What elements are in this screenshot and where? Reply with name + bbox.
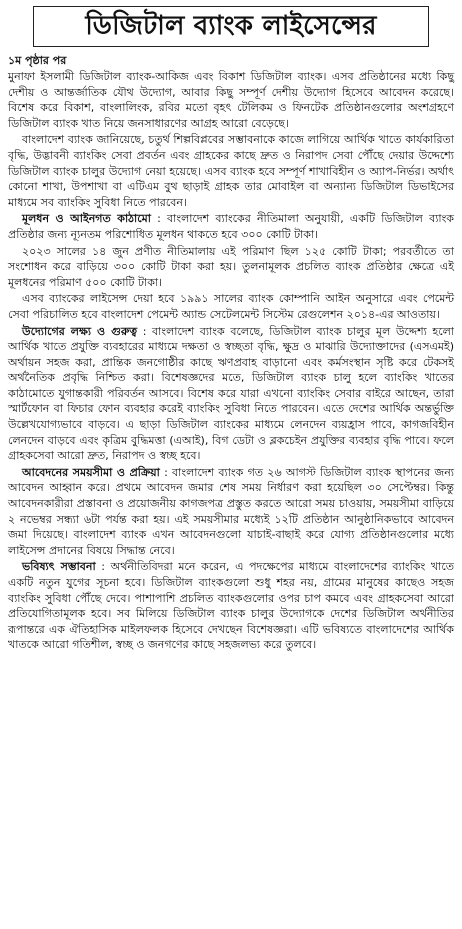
subheading: মূলধন ও আইনগত কাঠামো <box>22 212 151 226</box>
article-body <box>8 69 454 653</box>
paragraph-text: মুনাফা ইসলামী ডিজিটাল ব্যাংক-আকিজ এবং বিকাশ ডিজিটাল ব্যাংক। এসব প্রতিষ্ঠানের মধ্যে কিছু দেশীয় ও আন্তর্জাতিক যৌথ উদ্যোগ, আবার কিছু সম্পূর্ণ দেশীয় উদ্যোগ হিসেবে আবেদন করেছে। বিশেষ করে বিকাশ, বাংলালিংক, রবির মতো বৃহৎ টেলিকম ও ফিনটেক প্রতিষ্ঠানগুলোর অংশগ্রহণে ডিজিটাল ব্যাংক খাত নিয়ে জনসাধারণের আগ্রহ আরো বেড়েছে। <box>8 70 454 130</box>
paragraph-text: এসব ব্যাংকের লাইসেন্স দেয়া হবে ১৯৯১ সালের ব্যাংক কোম্পানি আইন অনুসারে এবং পেমেন্ট সেবা পরিচালিত হবে বাংলাদেশ পেমেন্ট অ্যান্ড সেটেলমেন্ট সিস্টেম রেগুলেশন ২০১৪-এর আওতায়। <box>8 292 454 321</box>
paragraph <box>8 211 454 242</box>
paragraph <box>8 69 454 131</box>
paragraph-text: : বাংলাদেশ ব্যাংক বলেছে, ডিজিটাল ব্যাংক চালুর মূল উদ্দেশ্য হলো আর্থিক খাতে প্রযুক্তি ব্যবহারের মাধ্যমে দক্ষতা ও স্বচ্ছতা বৃদ্ধি, ক্ষুদ্র ও মাঝারি উদ্যোক্তাদের (এসএমই) অর্থায়ন সহজ করা, প্রান্তিক জনগোষ্ঠীর কাছে ঋণপ্রবাহ বাড়ানো এবং কর্মসংস্থান সৃষ্টি করে টেকসই অর্থনৈতিক প্রবৃদ্ধি নিশ্চিত করা। বিশেষজ্ঞদের মতে, ডিজিটাল ব্যাংক চালু হলে ব্যাংকিং খাতের কাঠামোতে যুগান্তকারী পরিবর্তন আসবে। বিশেষ করে যারা এখনো ব্যাংকিং সেবার বাইরে আছেন, তারা স্মার্টফোন বা ফিচার ফোন ব্যবহার করেই ব্যাংকিং সুবিধা নিতে পারবেন। এতে দেশের আর্থিক অন্তর্ভুক্তি উল্লেখযোগ্যভাবে বাড়বে। এ ছাড়া ডিজিটাল ব্যাংকের মাধ্যমে লেনদেন ব্যয়হ্রাস পাবে, কাগজবিহীন লেনদেন বাড়বে এবং কৃত্রিম বুদ্ধিমত্তা (এআই), বিগ ডেটা ও ব্লকচেইন প্রযুক্তির ব্যবহার বৃদ্ধি পাবে। ফলে গ্রাহকসেবা আরো দ্রুত, নিরাপদ ও স্বচ্ছ হবে। <box>8 324 454 463</box>
paragraph-text: ২০২৩ সালের ১৪ জুন প্রণীত নীতিমালায় এই পরিমাণ ছিল ১২৫ কোটি টাকা; পরবর্তীতে তা সংশোধন করে বাড়িয়ে ৩০০ কোটি টাকা করা হয়। তুলনামূলক প্রচলিত ব্যাংক প্রতিষ্ঠার ক্ষেত্রে এই মূলধনের পরিমাণ ৫০০ কোটি টাকা। <box>8 244 454 289</box>
paragraph <box>8 132 454 210</box>
paragraph <box>8 324 454 464</box>
paragraph-text: বাংলাদেশ ব্যাংক জানিয়েছে, চতুর্থ শিল্পবিপ্লবের সম্ভাবনাকে কাজে লাগিয়ে আর্থিক খাতে কার্যকারিতা বৃদ্ধি, উদ্ভাবনী ব্যাংকিং সেবা প্রবর্তন এবং গ্রাহকের কাছে দ্রুত ও নিরাপদ সেবা পৌঁছে দেয়ার উদ্দেশ্যে ডিজিটাল ব্যাংক চালুর উদ্যোগ নেয়া হয়েছে। এসব ব্যাংক হবে সম্পূর্ণ শাখাবিহীন ও অ্যাপ-নির্ভর। অর্থাৎ কোনো শাখা, উপশাখা বা এটিএম বুথ ছাড়াই গ্রাহক তার মোবাইল বা অন্যান্য ডিজিটাল ডিভাইসের মাধ্যমে সব ব্যাংকিং সুবিধা নিতে পারবেন। <box>8 133 454 209</box>
headline-box <box>33 6 429 47</box>
subheading: ভবিষ্যৎ সম্ভাবনা <box>22 560 96 574</box>
subheading: উদ্যোগের লক্ষ্য ও গুরুত্ব <box>22 324 138 338</box>
paragraph <box>8 559 454 653</box>
subheading: আবেদনের সময়সীমা ও প্রক্রিয়া <box>22 465 160 479</box>
paragraph-text: : বাংলাদেশ ব্যাংক গত ২৬ আগস্ট ডিজিটাল ব্যাংক স্থাপনের জন্য আবেদন আহ্বান করে। প্রথমে আবেদন জমার শেষ সময় নির্ধারণ করা হয়েছিল ৩০ সেপ্টেম্বর। কিন্তু আবেদনকারীরা প্রস্তাবনা ও প্রয়োজনীয় কাগজপত্র প্রস্তুত করতে আরো সময় চাওয়ায়, সময়সীমা বাড়িয়ে ২ নভেম্বর সন্ধ্যা ৬টা পর্যন্ত করা হয়। এই সময়সীমার মধ্যেই ১২টি প্রতিষ্ঠান আনুষ্ঠানিকভাবে আবেদন জমা দিয়েছে। বাংলাদেশ ব্যাংক এখন আবেদনগুলো যাচাই-বাছাই করে যোগ্য প্রতিষ্ঠানগুলোর মধ্যে লাইসেন্স প্রদানের বিষয়ে সিদ্ধান্ত নেবে। <box>8 465 454 557</box>
paragraph-text: : বাংলাদেশ ব্যাংকের নীতিমালা অনুযায়ী, একটি ডিজিটাল ব্যাংক প্রতিষ্ঠার জন্য ন্যূনতম পরিশোধিত মূলধন থাকতে হবে ৩০০ কোটি টাকা। <box>8 212 454 241</box>
headline: ডিজিটাল ব্যাংক লাইসেন্সের <box>85 11 377 41</box>
paragraph-text: : অর্থনীতিবিদরা মনে করেন, এ পদক্ষেপের মাধ্যমে বাংলাদেশের ব্যাংকিং খাতে একটি নতুন যুগের সূচনা হবে। ডিজিটাল ব্যাংকগুলো শুধু শহর নয়, গ্রামের মানুষের কাছেও সহজ ব্যাংকিং সুবিধা পৌঁছে দেবে। পাশাপাশি প্রচলিত ব্যাংকগুলোর ওপর চাপ কমবে এবং গ্রাহকসেবা আরো প্রতিযোগিতামূলক হবে। সব মিলিয়ে ডিজিটাল ব্যাংক চালুর উদ্যোগকে দেশের ডিজিটাল অর্থনীতির রূপান্তরে এক ঐতিহাসিক মাইলফলক হিসেবে দেখছেন বিশেষজ্ঞরা। এটি ভবিষ্যতে বাংলাদেশের আর্থিক খাতকে আরো গতিশীল, স্বচ্ছ ও জনগণের কাছে সহজলভ্য করে তুলবে। <box>8 560 454 652</box>
continued-from-label: ১ম পৃষ্ঠার পর <box>8 54 67 67</box>
paragraph <box>8 465 454 559</box>
paragraph <box>8 291 454 322</box>
paragraph <box>8 244 454 291</box>
